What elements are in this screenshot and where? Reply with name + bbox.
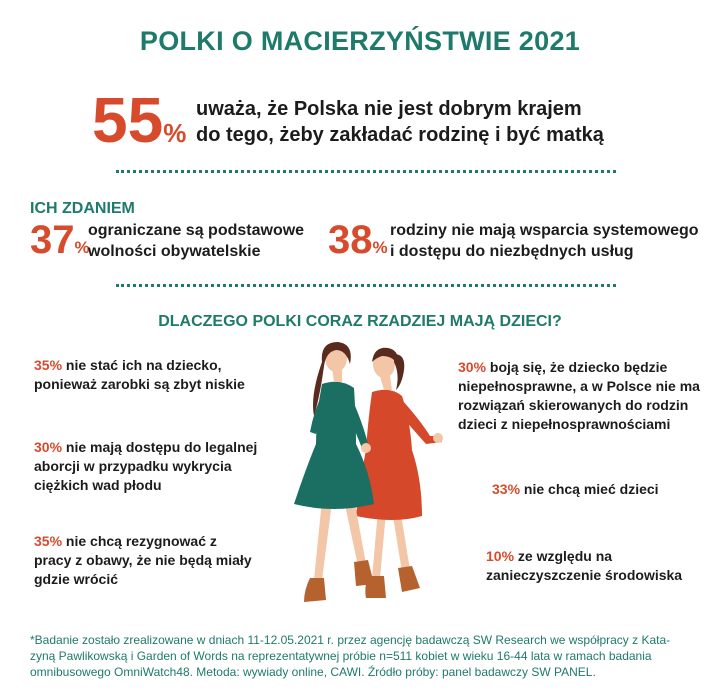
reason-right-1-line-4: dzieci z niepełnosprawnościami	[458, 415, 671, 432]
reason-left-1-percent: 35%	[34, 357, 63, 373]
reason-right-3	[486, 547, 716, 585]
opinion-right-percent: %	[372, 238, 388, 257]
woman-green-dress-figure	[294, 342, 374, 602]
reason-left-3-line-1: nie chcą rezygnować z	[65, 533, 217, 549]
opinion-right-line-2: i dostępu do niezbędnych usług	[390, 242, 634, 260]
reasons-heading: DLACZEGO POLKI CORAZ RZADZIEJ MAJĄ DZIECI?	[158, 313, 562, 330]
woman-red-dress-figure	[356, 348, 443, 598]
reason-right-1-line-1: boją się, że dziecko będzie	[489, 359, 668, 375]
hero-stat-value	[92, 84, 187, 156]
dotted-divider-2	[116, 284, 616, 287]
opinion-heading: ICH ZDANIEM	[30, 200, 135, 217]
reason-left-2-line-2: aborcji w przypadku wykrycia	[34, 457, 232, 474]
hero-line-1: uważa, że Polska nie jest dobrym krajem	[196, 98, 582, 120]
reason-left-1-line-2: ponieważ zarobki są zbyt niskie	[34, 375, 245, 392]
reason-left-3	[34, 532, 294, 589]
reason-right-1-line-2: niepełnosprawne, a w Polsce nie ma	[458, 377, 700, 394]
hero-line-2: do tego, żeby zakładać rodzinę i być matką	[196, 123, 604, 146]
footnote	[30, 632, 700, 681]
reason-left-2-line-3: ciężkich wad płodu	[34, 476, 162, 493]
reason-left-3-line-3: gdzie wrócić	[34, 570, 119, 587]
opinion-left-number: 37	[30, 218, 75, 262]
reason-left-3-line-2: pracy z obawy, że nie będą miały	[34, 551, 252, 568]
two-women-walking-illustration	[270, 340, 460, 610]
hero-stat-text	[196, 97, 656, 148]
hero-stat-number: 55	[92, 84, 164, 156]
reason-left-2	[34, 438, 284, 495]
dotted-divider-1	[116, 170, 616, 173]
reason-right-2-line-1: nie chcą mieć dzieci	[523, 481, 659, 497]
footnote-line-1: *Badanie zostało zrealizowane w dniach 11-12.05.2021 r. przez agencję badawczą SW Research we współpracy z Kata-	[30, 633, 671, 647]
reason-left-1-line-1: nie stać ich na dziecko,	[65, 357, 222, 373]
reason-right-1-percent: 30%	[458, 359, 487, 375]
opinion-left-line-1: ograniczane są podstawowe	[88, 222, 305, 239]
reason-right-3-line-2: zanieczyszczenie środowiska	[486, 566, 683, 583]
footnote-line-3: omnibusowego OmniWatch48. Metoda: wywiady online, CAWI. Źródło próby: panel badawczy SW PANEL.	[30, 665, 596, 680]
opinion-right-line-1: rodziny nie mają wsparcia systemowego	[390, 222, 699, 239]
reason-right-3-line-1: ze względu na	[517, 548, 613, 564]
reason-left-1	[34, 356, 284, 394]
opinion-right-number: 38	[328, 218, 373, 262]
opinion-left-percent: %	[74, 238, 90, 257]
reason-right-1-line-3: rozwiązań skierowanych do rodzin	[458, 396, 689, 413]
opinion-right-value	[328, 220, 388, 260]
hero-stat-percent: %	[163, 118, 187, 148]
reason-right-1	[458, 358, 718, 434]
reason-left-3-percent: 35%	[34, 533, 63, 549]
opinion-left-text	[88, 221, 328, 263]
page-title: POLKI O MACIERZYŃSTWIE 2021	[139, 26, 581, 56]
opinion-left-line-2: wolności obywatelskie	[88, 242, 261, 260]
reason-right-3-percent: 10%	[486, 548, 515, 564]
opinion-left-value	[30, 220, 90, 260]
reason-left-2-line-1: nie mają dostępu do legalnej	[65, 439, 258, 455]
reason-right-2	[492, 480, 712, 499]
opinion-right-text	[390, 221, 710, 263]
reason-left-2-percent: 30%	[34, 439, 63, 455]
footnote-line-2: zyną Pawlikowską i Garden of Words na reprezentatywnej próbie n=511 kobiet w wieku 16-44 lata w ramach badania	[30, 649, 652, 664]
reason-right-2-percent: 33%	[492, 481, 521, 497]
